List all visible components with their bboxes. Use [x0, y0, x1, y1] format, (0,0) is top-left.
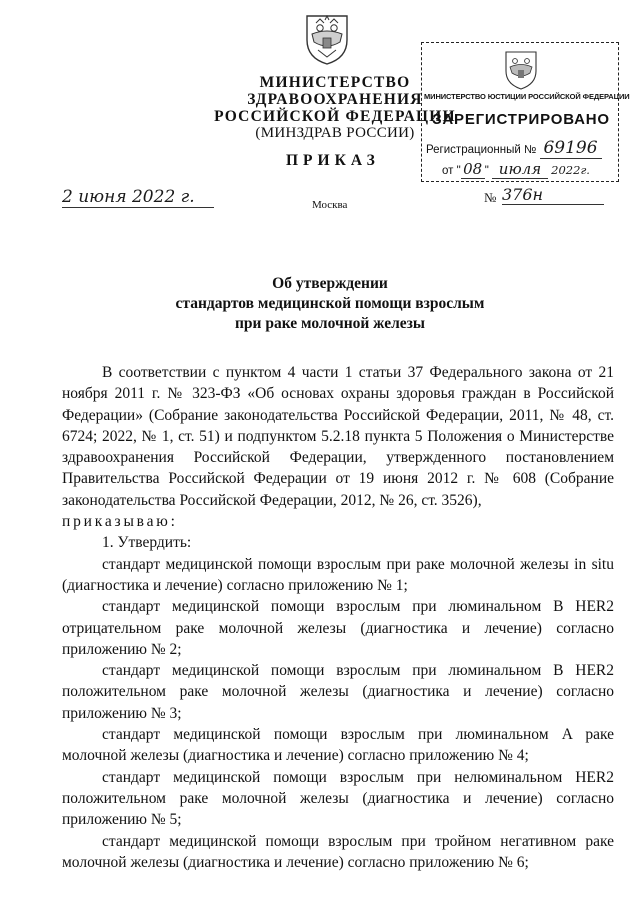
- stamp-date-line: от " 08 " июля 2022г.: [442, 160, 590, 178]
- ministry-abbreviation: (МИНЗДРАВ РОССИИ): [255, 125, 415, 141]
- stamp-emblem-icon: [502, 47, 540, 91]
- stamp-reg-number-line: [426, 138, 616, 159]
- coat-of-arms-emblem: [302, 10, 352, 66]
- order-word: приказываю:: [62, 513, 178, 531]
- ministry-name-line2: РОССИЙСКОЙ ФЕДЕРАЦИИ: [214, 108, 456, 125]
- stamp-reg-number: 69196: [540, 138, 602, 159]
- ministry-name-line1: МИНИСТЕРСТВО ЗДРАВООХРАНЕНИЯ: [247, 74, 423, 108]
- standard-paragraph: стандарт медицинской помощи взрослым при нелюминальном HER2 положительном раке молочной железы (диагностика и лечение) согласно приложению № 5;: [62, 768, 614, 829]
- order-word-paragraph: [62, 511, 614, 532]
- stamp-date-day: 08: [461, 160, 485, 179]
- stamp-registered-label: ЗАРЕГИСТРИРОВАНО: [432, 111, 610, 128]
- standard-paragraph: стандарт медицинской помощи взрослым при люминальном B HER2 отрицательном раке молочной железы (диагностика и лечение) согласно приложению № 2;: [62, 598, 614, 658]
- order-number-label: №: [484, 190, 497, 205]
- stamp-reg-number-label: Регистрационный №: [426, 144, 537, 156]
- item-1-paragraph: 1. Утвердить:: [102, 534, 192, 552]
- stamp-date-month: июля: [492, 160, 548, 179]
- document-title: [120, 274, 540, 334]
- standard-paragraph: стандарт медицинской помощи взрослым при люминальном B HER2 положительном раке молочной железы (диагностика и лечение) согласно приложению № 3;: [62, 662, 614, 722]
- preamble-paragraph: В соответствии с пунктом 4 части 1 статьи 37 Федерального закона от 21 ноября 2011 г. № 323-ФЗ «Об основах охраны здоровья граждан в Российской Федерации» (Собрание законодательства Российской Федерации, 2011, № 48, ст. 6724; 2022, № 1, ст. 51) и подпунктом 5.2.18 пункта 5 Положения о Министерстве здравоохранения Российской Федерации, утвержденного постановлением Правительства Российской Федерации от 19 июня 2012 г. № 608 (Собрание законодательства Российской Федерации, 2012, № 26, ст. 3526),: [62, 364, 614, 509]
- order-date: 2 июня 2022 г.: [62, 187, 214, 208]
- stamp-date-year: 2022г.: [551, 163, 590, 177]
- standard-paragraph: стандарт медицинской помощи взрослым при люминальном A раке молочной железы (диагностика и лечение) согласно приложению № 4;: [62, 726, 614, 765]
- registration-stamp: [421, 42, 630, 182]
- document-type: ПРИКАЗ: [286, 152, 380, 169]
- stamp-ministry: МИНИСТЕРСТВО ЮСТИЦИИ РОССИЙСКОЙ ФЕДЕРАЦИИ: [424, 92, 630, 101]
- standard-paragraph: стандарт медицинской помощи взрослым при тройном негативном раке молочной железы (диагностика и лечение) согласно приложению № 6;: [62, 832, 614, 871]
- order-number: 376н: [502, 185, 604, 205]
- title-line3: при раке молочной железы: [234, 315, 426, 332]
- order-city: Москва: [312, 199, 348, 211]
- title-line1: Об утверждении: [272, 275, 388, 292]
- stamp-date-prefix: от ": [442, 165, 461, 177]
- document-body: [62, 362, 614, 873]
- title-line2: стандартов медицинской помощи взрослым: [175, 295, 485, 312]
- standard-paragraph: стандарт медицинской помощи взрослым при раке молочной железы in situ (диагностика и лечение) согласно приложению № 1;: [62, 555, 614, 594]
